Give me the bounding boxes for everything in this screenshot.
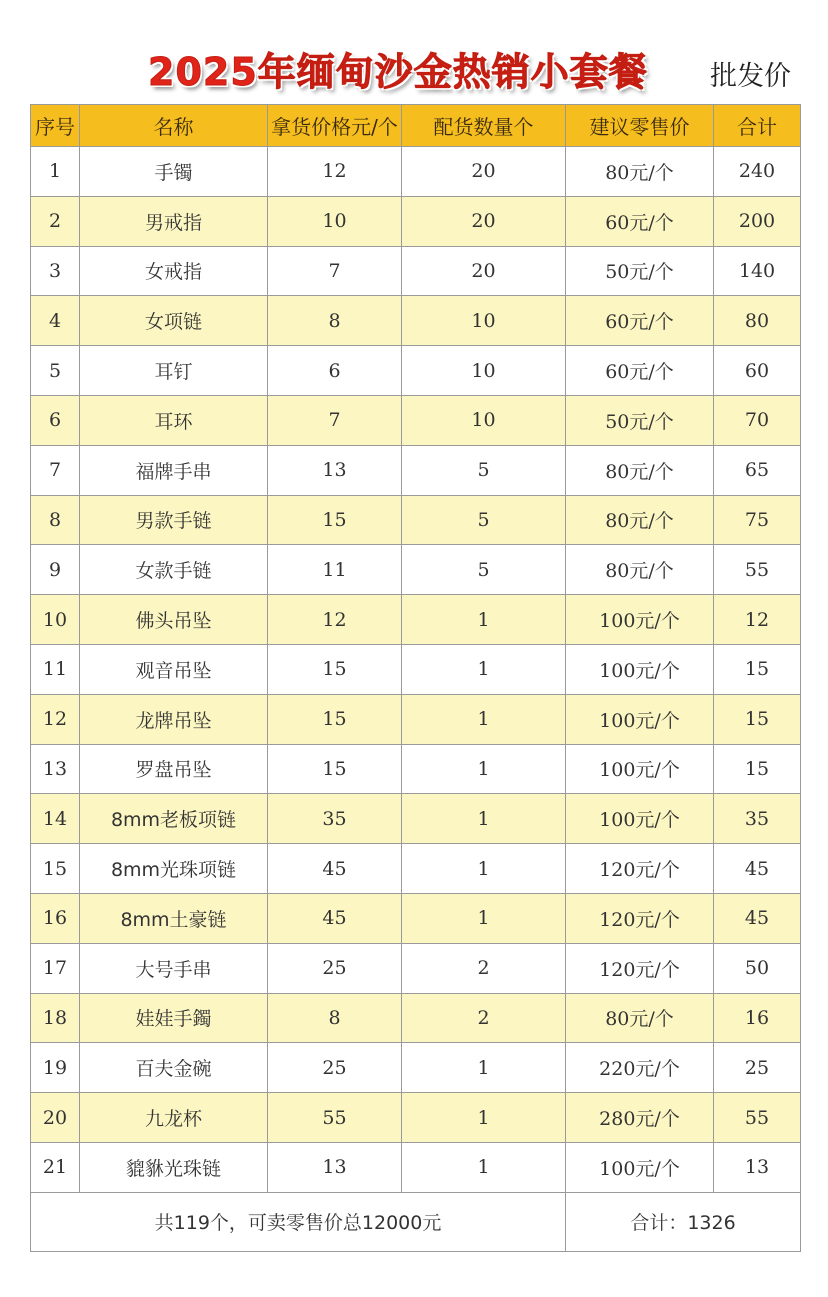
cell-price: 15 [268,644,402,694]
cell-retail: 280元/个 [566,1093,714,1143]
cell-no: 15 [31,844,80,894]
cell-total: 25 [714,1043,801,1093]
cell-no: 8 [31,495,80,545]
cell-name: 女戒指 [80,246,268,296]
cell-retail: 50元/个 [566,246,714,296]
cell-qty: 20 [402,246,566,296]
cell-total: 60 [714,346,801,396]
cell-retail: 120元/个 [566,943,714,993]
cell-name: 龙牌吊坠 [80,694,268,744]
cell-total: 50 [714,943,801,993]
table-row [31,1093,801,1143]
cell-qty: 1 [402,1093,566,1143]
table-row [31,495,801,545]
cell-qty: 1 [402,1142,566,1192]
cell-no: 4 [31,296,80,346]
cell-name: 8mm光珠项链 [80,844,268,894]
cell-qty: 5 [402,495,566,545]
cell-price: 15 [268,495,402,545]
cell-total: 200 [714,196,801,246]
cell-price: 45 [268,844,402,894]
column-header-no: 序号 [31,105,80,147]
cell-qty: 1 [402,794,566,844]
cell-price: 10 [268,196,402,246]
cell-total: 13 [714,1142,801,1192]
price-table [30,104,801,1252]
cell-price: 7 [268,246,402,296]
cell-name: 8mm土豪链 [80,893,268,943]
cell-qty: 5 [402,545,566,595]
table-row [31,346,801,396]
cell-retail: 60元/个 [566,296,714,346]
cell-retail: 80元/个 [566,993,714,1043]
cell-total: 55 [714,545,801,595]
table-row [31,694,801,744]
cell-no: 3 [31,246,80,296]
cell-name: 耳钉 [80,346,268,396]
cell-qty: 1 [402,893,566,943]
cell-no: 10 [31,595,80,645]
cell-no: 7 [31,445,80,495]
cell-no: 6 [31,395,80,445]
cell-total: 80 [714,296,801,346]
cell-price: 12 [268,595,402,645]
cell-name: 福牌手串 [80,445,268,495]
cell-name: 手镯 [80,147,268,197]
cell-total: 70 [714,395,801,445]
column-header-name: 名称 [80,105,268,147]
cell-no: 20 [31,1093,80,1143]
cell-retail: 100元/个 [566,595,714,645]
cell-price: 25 [268,943,402,993]
table-row [31,246,801,296]
wholesale-label: 批发价 [710,61,791,92]
table-row [31,844,801,894]
cell-price: 13 [268,1142,402,1192]
cell-retail: 80元/个 [566,147,714,197]
cell-retail: 80元/个 [566,545,714,595]
cell-total: 16 [714,993,801,1043]
cell-no: 16 [31,893,80,943]
cell-price: 6 [268,346,402,396]
table-row [31,595,801,645]
cell-name: 耳环 [80,395,268,445]
cell-no: 18 [31,993,80,1043]
footer-grand-total: 合计：1326 [566,1192,801,1251]
cell-name: 男款手链 [80,495,268,545]
cell-qty: 1 [402,1043,566,1093]
cell-name: 大号手串 [80,943,268,993]
cell-retail: 100元/个 [566,794,714,844]
cell-no: 11 [31,644,80,694]
cell-total: 12 [714,595,801,645]
cell-total: 35 [714,794,801,844]
cell-retail: 80元/个 [566,445,714,495]
column-header-total: 合计 [714,105,801,147]
cell-qty: 2 [402,993,566,1043]
cell-qty: 20 [402,147,566,197]
cell-retail: 100元/个 [566,694,714,744]
cell-retail: 80元/个 [566,495,714,545]
cell-name: 观音吊坠 [80,644,268,694]
cell-price: 15 [268,694,402,744]
cell-total: 45 [714,844,801,894]
cell-retail: 50元/个 [566,395,714,445]
table-row [31,545,801,595]
table-row [31,893,801,943]
cell-price: 11 [268,545,402,595]
cell-name: 九龙杯 [80,1093,268,1143]
cell-price: 8 [268,993,402,1043]
cell-no: 5 [31,346,80,396]
cell-qty: 10 [402,395,566,445]
cell-retail: 100元/个 [566,644,714,694]
cell-price: 8 [268,296,402,346]
table-row [31,1043,801,1093]
table-row [31,395,801,445]
cell-retail: 100元/个 [566,1142,714,1192]
cell-name: 貔貅光珠链 [80,1142,268,1192]
cell-total: 15 [714,744,801,794]
cell-price: 45 [268,893,402,943]
cell-price: 7 [268,395,402,445]
cell-price: 15 [268,744,402,794]
cell-total: 75 [714,495,801,545]
cell-qty: 5 [402,445,566,495]
cell-price: 13 [268,445,402,495]
cell-no: 19 [31,1043,80,1093]
table-row [31,296,801,346]
table-row [31,993,801,1043]
cell-qty: 1 [402,844,566,894]
cell-qty: 2 [402,943,566,993]
column-header-retail: 建议零售价 [566,105,714,147]
cell-no: 17 [31,943,80,993]
cell-total: 15 [714,694,801,744]
cell-name: 男戒指 [80,196,268,246]
cell-name: 娃娃手鐲 [80,993,268,1043]
title-bar [0,0,828,100]
table-row [31,445,801,495]
table-row [31,744,801,794]
column-header-qty: 配货数量个 [402,105,566,147]
cell-no: 14 [31,794,80,844]
cell-qty: 1 [402,744,566,794]
cell-no: 9 [31,545,80,595]
cell-total: 140 [714,246,801,296]
cell-total: 65 [714,445,801,495]
table-row [31,196,801,246]
cell-retail: 120元/个 [566,893,714,943]
cell-price: 35 [268,794,402,844]
footer-summary-note: 共119个，可卖零售价总12000元 [31,1192,566,1251]
cell-total: 240 [714,147,801,197]
cell-price: 12 [268,147,402,197]
table-row [31,1142,801,1192]
cell-qty: 20 [402,196,566,246]
cell-name: 罗盘吊坠 [80,744,268,794]
cell-total: 15 [714,644,801,694]
table-row [31,644,801,694]
cell-total: 45 [714,893,801,943]
cell-name: 8mm老板项链 [80,794,268,844]
cell-no: 13 [31,744,80,794]
table-row [31,794,801,844]
column-header-price: 拿货价格元/个 [268,105,402,147]
cell-no: 2 [31,196,80,246]
cell-retail: 60元/个 [566,196,714,246]
cell-name: 女款手链 [80,545,268,595]
cell-qty: 10 [402,346,566,396]
cell-retail: 100元/个 [566,744,714,794]
cell-no: 1 [31,147,80,197]
page-title: 2025年缅甸沙金热销小套餐 [148,50,648,94]
cell-no: 12 [31,694,80,744]
table-row [31,943,801,993]
table-footer-row [31,1192,801,1251]
cell-name: 女项链 [80,296,268,346]
cell-retail: 120元/个 [566,844,714,894]
cell-retail: 220元/个 [566,1043,714,1093]
table-header-row [31,105,801,147]
cell-qty: 10 [402,296,566,346]
cell-name: 佛头吊坠 [80,595,268,645]
cell-qty: 1 [402,595,566,645]
cell-retail: 60元/个 [566,346,714,396]
cell-price: 25 [268,1043,402,1093]
cell-name: 百夫金碗 [80,1043,268,1093]
cell-qty: 1 [402,694,566,744]
cell-qty: 1 [402,644,566,694]
table-row [31,147,801,197]
cell-price: 55 [268,1093,402,1143]
cell-total: 55 [714,1093,801,1143]
cell-no: 21 [31,1142,80,1192]
